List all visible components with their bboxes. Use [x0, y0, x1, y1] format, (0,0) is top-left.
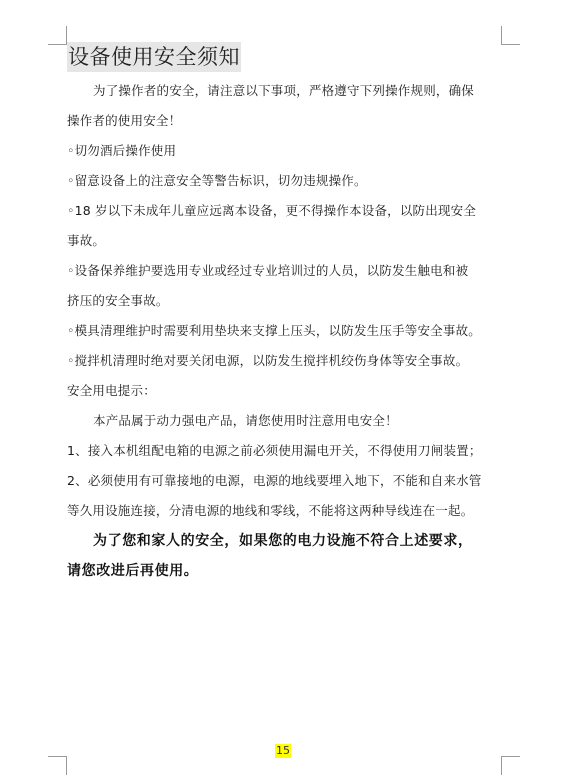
document-title: 设备使用安全须知: [67, 42, 241, 72]
bullet-minors-line-2: 事故。: [67, 233, 106, 248]
bullet-maintenance-line-1: ◦设备保养维护要选用专业或经过专业培训过的人员，以防发生触电和被: [67, 263, 469, 278]
intro-line-1: 为了操作者的安全，请注意以下事项，严格遵守下列操作规则，确保: [93, 83, 475, 98]
crop-mark-bottom-right: [501, 756, 520, 775]
closing-line-1: 为了您和家人的安全，如果您的电力设施不符合上述要求，: [93, 533, 473, 549]
bullet-mold-cleaning: ◦模具清理维护时需要利用垫块来支撑上压头，以防发生压手等安全事故。: [67, 323, 481, 338]
intro-line-2: 操作者的使用安全！: [67, 113, 182, 128]
electrical-item-1: 1、接入本机组配电箱的电源之前必须使用漏电开关，不得使用刀闸装置；: [67, 443, 482, 458]
bullet-warning-signs: ◦留意设备上的注意安全等警告标识，切勿违规操作。: [67, 173, 367, 188]
crop-mark-bottom-left: [48, 756, 67, 775]
closing-line-2: 请您改进后再使用。: [67, 563, 199, 579]
section-heading-electrical: 安全用电提示：: [67, 383, 156, 398]
crop-mark-top-left: [48, 26, 67, 45]
electrical-item-2-line-1: 2、必须使用有可靠接地的电源，电源的地线要埋入地下，不能和自来水管: [67, 473, 482, 488]
bullet-no-alcohol: ◦切勿酒后操作使用: [67, 143, 177, 158]
document-body: [67, 42, 507, 586]
bullet-maintenance-line-2: 挤压的安全事故。: [67, 293, 169, 308]
electrical-intro: 本产品属于动力强电产品，请您使用时注意用电安全！: [93, 413, 398, 428]
bullet-minors-line-1: ◦18 岁以下未成年儿童应远离本设备，更不得操作本设备，以防出现安全: [67, 203, 477, 218]
bullet-mixer-cleaning: ◦搅拌机清理时绝对要关闭电源，以防发生搅拌机绞伤身体等安全事故。: [67, 353, 469, 368]
electrical-item-2-line-2: 等久用设施连接，分清电源的地线和零线，不能将这两种导线连在一起。: [67, 503, 474, 518]
page-number: 15: [276, 744, 290, 757]
